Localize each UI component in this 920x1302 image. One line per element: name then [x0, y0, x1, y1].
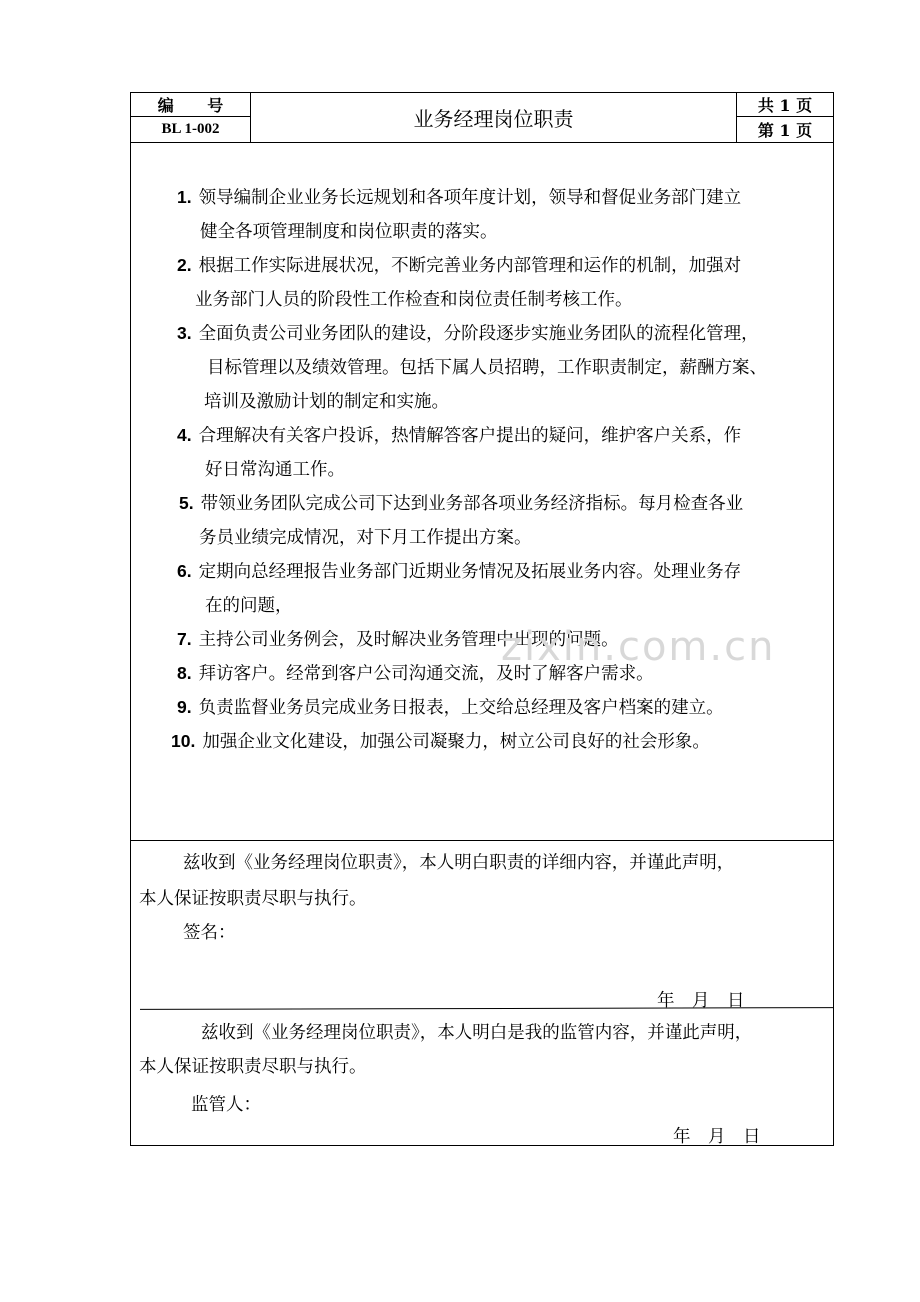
duty-text: 带领业务团队完成公司下达到业务部各项业务经济指标。每月检查各业 [200, 494, 744, 514]
employee-declaration-line1: 兹收到《业务经理岗位职责》，本人明白职责的详细内容，并谨此声明， [183, 853, 735, 873]
duty-text: 根据工作实际进展状况，不断完善业务内部管理和运作的机制，加强对 [198, 256, 742, 276]
duty-number: 1. [177, 187, 192, 207]
duty-number: 7. [177, 629, 192, 649]
duty-number: 5. [179, 493, 194, 513]
duty-number: 3. [177, 323, 192, 343]
supervisor-declaration-line2: 本人保证按职责尽职与执行。 [139, 1057, 367, 1077]
responsibility-form [130, 92, 834, 1146]
duty-text-continued: 培训及激励计划的制定和实施。 [204, 392, 449, 412]
total-pages: 共 1 页 [737, 93, 833, 117]
duty-text-continued: 务员业绩完成情况，对下月工作提出方案。 [199, 528, 532, 548]
duty-item [177, 690, 724, 725]
document-title: 业务经理岗位职责 [251, 93, 737, 142]
duty-item [179, 486, 743, 555]
supervisor-declaration-line1: 兹收到《业务经理岗位职责》，本人明白是我的监管内容，并谨此声明， [201, 1023, 753, 1043]
duty-number: 10. [171, 731, 196, 751]
duty-item [177, 554, 741, 623]
supervisor-date-label: 年 月 日 [673, 1127, 761, 1147]
duty-number: 8. [177, 663, 192, 683]
form-header [131, 93, 833, 143]
duty-item [171, 724, 710, 759]
duty-number: 4. [177, 425, 192, 445]
duty-text: 加强企业文化建设，加强公司凝聚力，树立公司良好的社会形象。 [202, 732, 710, 752]
duty-item [177, 248, 741, 317]
duty-text: 合理解决有关客户投诉，热情解答客户提出的疑问，维护客户关系，作 [198, 426, 742, 446]
duty-item [177, 180, 741, 249]
number-label: 编 号 [131, 93, 251, 117]
duty-text: 负责监督业务员完成业务日报表，上交给总经理及客户档案的建立。 [198, 698, 724, 718]
duty-text: 全面负责公司业务团队的建设，分阶段逐步实施业务团队的流程化管理， [198, 324, 759, 344]
duty-text-continued: 在的问题， [205, 596, 293, 616]
page-number: 第 1 页 [757, 121, 813, 140]
document-code: BL 1-002 [131, 117, 251, 142]
duty-item [177, 316, 767, 419]
duties-section [131, 142, 833, 841]
employee-declaration-line2: 本人保证按职责尽职与执行。 [139, 889, 367, 909]
employee-signature-label: 签名： [183, 923, 236, 943]
duty-text-continued: 好日常沟通工作。 [205, 460, 345, 480]
employee-date-label: 年 月 日 [657, 991, 745, 1011]
duty-number: 2. [177, 255, 192, 275]
duty-text-continued: 业务部门人员的阶段性工作检查和岗位责任制考核工作。 [195, 290, 633, 310]
duty-text: 领导编制企业业务长远规划和各项年度计划，领导和督促业务部门建立 [198, 188, 742, 208]
duty-text: 定期向总经理报告业务部门近期业务情况及拓展业务内容。处理业务存 [198, 562, 742, 582]
duty-text: 拜访客户。经常到客户公司沟通交流，及时了解客户需求。 [198, 664, 654, 684]
duty-text: 主持公司业务例会，及时解决业务管理中出现的问题。 [198, 630, 619, 650]
duty-item [177, 418, 741, 487]
duty-number: 9. [177, 697, 192, 717]
duty-text-continued: 目标管理以及绩效管理。包括下属人员招聘，工作职责制定，薪酬方案、 [207, 358, 767, 378]
duty-number: 6. [177, 561, 192, 581]
duty-text-continued: 健全各项管理制度和岗位职责的落实。 [200, 222, 498, 242]
watermark: zixin.com.cn [501, 624, 776, 670]
supervisor-signature-label: 监管人： [191, 1095, 261, 1115]
